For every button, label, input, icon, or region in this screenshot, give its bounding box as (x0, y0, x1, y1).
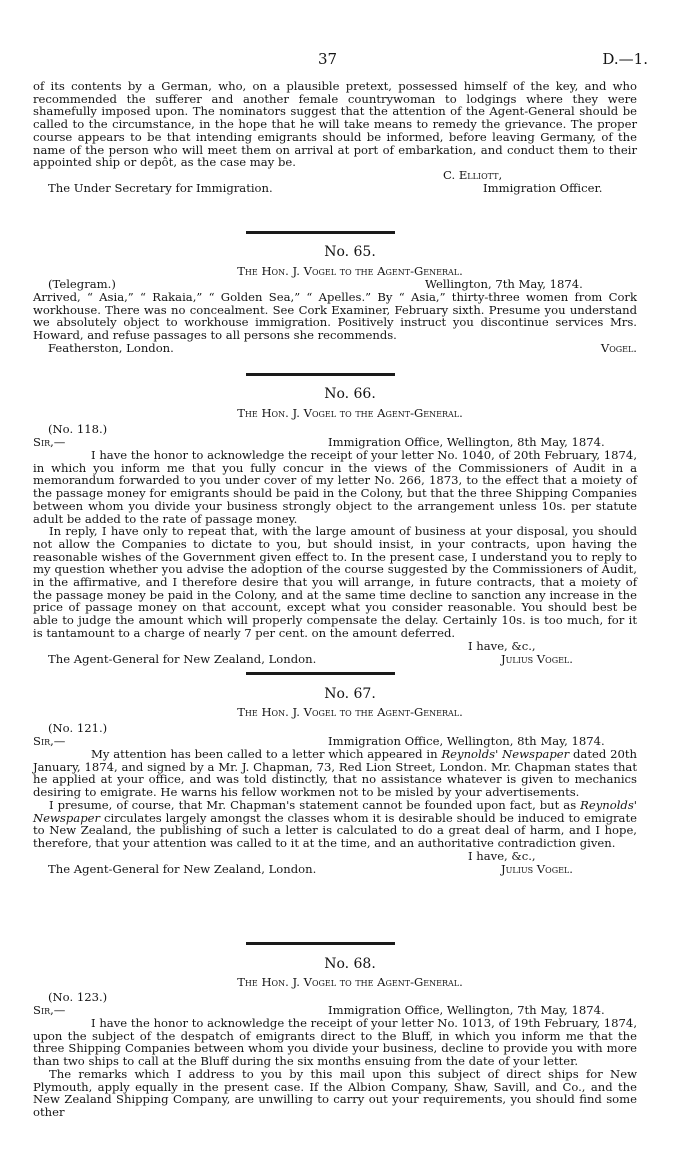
document-code: D.—1. (602, 50, 648, 68)
letter-number: No. 66. (324, 386, 376, 402)
letter-footer-row (33, 342, 637, 355)
newspaper-title: Reynolds' Newspaper (33, 797, 637, 825)
letter-number: No. 68. (324, 956, 376, 972)
intro-signature: C. Elliott, (443, 167, 503, 182)
letter-paragraph: I have the honor to acknowledge the receipt of your letter No. 1013, of 19th February, 1874, upon the subject of the despatch of emigrants direct to the Bluff, in which you inform me that the three Shipping Companies between whom you divide your business, decline to provide you with more than two ships to call at the Bluff during the six months ensuing from the date of your letter. (33, 1016, 637, 1069)
letter-text: My attention has been called to a letter which appeared in (91, 747, 442, 761)
letter-ref: (No. 121.) (48, 721, 108, 735)
letter-65 (33, 278, 637, 355)
letter-closing-row (33, 850, 637, 863)
page-number: 37 (318, 50, 338, 68)
letter-salutation-row (33, 436, 637, 449)
intro-signature-title: Immigration Officer. (483, 180, 603, 195)
letter-route: The Hon. J. Vogel to the Agent-General. (237, 264, 463, 278)
letter-paragraph: In reply, I have only to repeat that, with the large amount of business at your disposal, you should not allow the Companies to dictate to you, but should insist, in your contracts, upon having the reasonable wishes of the Government given effect to. In the present case, I understand you to reply to my question whether you advise the adoption of the course suggested by the Commissioners of Audit, in the affirmative, and I therefore desire that you will arrange, in future contracts, that a moiety of the passage money be paid in the Colony, and at the same time decline to sanction any increase in the price of passage money on that account, except what you consider reasonable. You should best be able to judge the amount which will properly compensate the delay. Certainly 10s. is too much, for it is tantamount to a charge of nearly 7 per cent. on the amount deferred. (33, 524, 637, 640)
letter-66 (33, 423, 637, 666)
letter-ref: (No. 123.) (48, 990, 108, 1004)
letter-closing-row (33, 640, 637, 653)
letter-place-date: Wellington, 7th May, 1874. (425, 277, 583, 291)
intro-signature-row (33, 169, 637, 182)
letter-addressee: The Agent-General for New Zealand, London. (48, 861, 317, 876)
letter-addressee: Featherston, London. (48, 340, 174, 355)
letter-paragraph (33, 799, 637, 850)
letter-signature: Julius Vogel. (501, 651, 573, 666)
letter-number: No. 67. (324, 686, 376, 702)
letter-signature: Julius Vogel. (501, 861, 573, 876)
letter-text: I presume, of course, that Mr. Chapman's statement cannot be founded upon fact, but as (49, 797, 581, 812)
letter-route: The Hon. J. Vogel to the Agent-General. (237, 406, 463, 420)
letter-salutation: Sir,— (33, 435, 66, 449)
newspaper-title: Reynolds' Newspaper (441, 747, 570, 761)
section-divider (246, 942, 395, 945)
letter-place-date: Immigration Office, Wellington, 8th May, 1874. (328, 734, 605, 748)
letter-closing: I have, &c., (468, 638, 536, 653)
letter-signature: Vogel. (600, 340, 637, 355)
letter-text: dated 20th January, 1874, and signed by a Mr. J. Chapman, 73, Red Lion Street, London. Mr. Chapman states that he applied at your office, and was told distinctly, that no assistance whatever is given to mechanics desiring to emigrate. He warns his fellow workmen not to be misled by your advertisements. (33, 747, 637, 800)
letter-addressee: The Agent-General for New Zealand, London. (48, 651, 317, 666)
letter-footer-row (33, 863, 637, 876)
letter-ref: (Telegram.) (48, 277, 116, 291)
section-divider (246, 672, 395, 675)
letter-place-date: Immigration Office, Wellington, 8th May, 1874. (328, 435, 605, 449)
letter-place-date: Immigration Office, Wellington, 7th May, 1874. (328, 1003, 605, 1017)
letter-salutation: Sir,— (33, 734, 66, 748)
letter-paragraph (33, 748, 637, 799)
intro-section (33, 80, 637, 195)
letter-67 (33, 722, 637, 876)
letter-ref: (No. 118.) (48, 422, 108, 436)
letter-paragraph: I have the honor to acknowledge the receipt of your letter No. 1040, of 20th February, 1874, in which you inform me that you fully concur in the views of the Commissioners of Audit in a memorandum forwarded to you under cover of my letter No. 266, 1873, to the effect that a moiety of the passage money for emigrants should be paid in the Colony, but that the three Shipping Companies between whom you divide your business strongly object to the arrangement unless 10s. per statute adult be added to the rate of passage money. (33, 448, 637, 526)
letter-route: The Hon. J. Vogel to the Agent-General. (237, 975, 463, 989)
letter-paragraph: The remarks which I address to you by this mail upon this subject of direct ships for New Plymouth, apply equally in the present case. If the Albion Company, Shaw, Savill, and Co., and the New Zealand Shipping Company, are unwilling to carry out your requirements, you should find some other (33, 1066, 637, 1119)
letter-number: No. 65. (324, 244, 376, 260)
intro-footer-row (33, 182, 637, 195)
letter-salutation-row (33, 735, 637, 748)
letter-body: Arrived, “ Asia,” “ Rakaia,” “ Golden Sea,” “ Apelles.” By “ Asia,” thirty-three women from Cork workhouse. There was no concealment. See Cork Examiner, February sixth. Presume you understand we absolutely object to workhouse immigration. Positively instruct you discontinue services Mrs. Howard, and refuse passages to all persons she recommends. (33, 290, 637, 343)
letter-route: The Hon. J. Vogel to the Agent-General. (237, 705, 463, 719)
letter-salutation-row (33, 1004, 637, 1017)
section-divider (246, 373, 395, 376)
intro-paragraph: of its contents by a German, who, on a plausible pretext, possessed himself of the key, and who recommended the sufferer and another female countrywoman to lodgings where they were shamefully imposed upon. The nominators suggest that the attention of the Agent-General should be called to the circumstance, in the hope that he will take means to remedy the grievance. The proper course appears to be that intending emigrants should be informed, before leaving Germany, of the name of the person who will meet them on arrival at port of embarkation, and conduct them to their appointed ship or depôt, as the case may be. (33, 79, 637, 170)
letter-salutation: Sir,— (33, 1003, 66, 1017)
letter-text: circulates largely amongst the classes whom it is desirable should be induced to emigrate to New Zealand, the publishing of such a letter is calculated to do a great deal of harm, and I hope, therefore, that your attention was called to it at the time, and an authoritative contradiction given. (33, 810, 637, 850)
letter-68 (33, 991, 637, 1119)
letter-header-row (33, 278, 637, 291)
letter-footer-row (33, 653, 637, 666)
section-divider (246, 231, 395, 234)
letter-closing: I have, &c., (468, 848, 536, 863)
intro-addressee: The Under Secretary for Immigration. (48, 180, 273, 195)
